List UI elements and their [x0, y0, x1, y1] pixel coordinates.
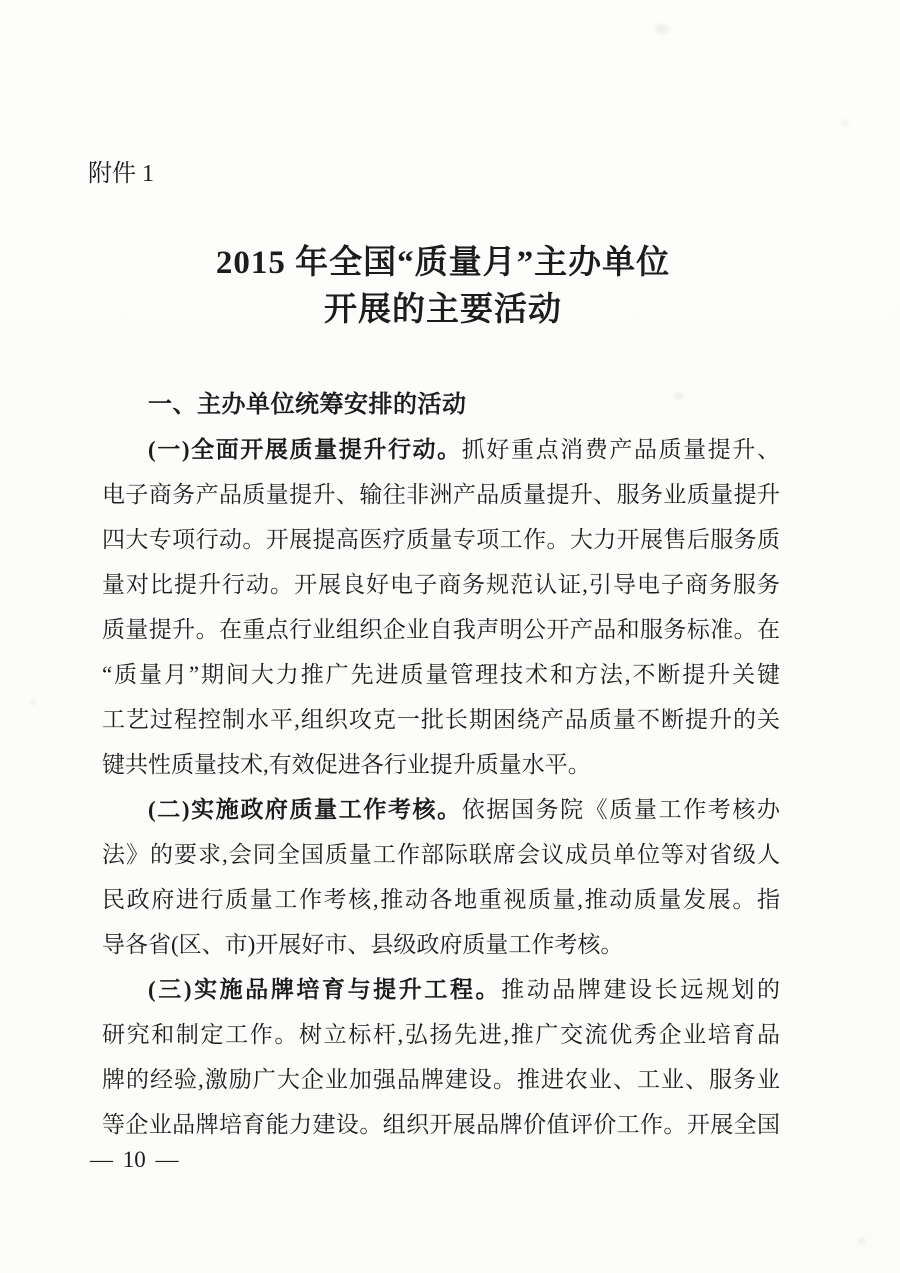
paragraph-text: 电子商务产品质量提升、输往非洲产品质量提升、服务业质量提升 [102, 482, 780, 507]
paragraph-text: 民政府进行质量工作考核,推动各地重视质量,推动质量发展。指 [102, 887, 780, 912]
text-line [102, 877, 780, 922]
attachment-label: 附件 1 [88, 161, 154, 187]
title-line-2: 开展的主要活动 [324, 292, 562, 328]
paragraph-text: 键共性质量技术,有效促进各行业提升质量水平。 [102, 752, 591, 777]
scan-artifact [655, 24, 669, 34]
scan-artifact [858, 1238, 865, 1244]
title-line-1: 2015 年全国“质量月”主办单位 [215, 245, 671, 281]
paragraph-text: 质量提升。在重点行业组织企业自我声明公开产品和服务标准。在 [102, 617, 780, 642]
paragraph-text: 法》的要求,会同全国质量工作部际联席会议成员单位等对省级人 [102, 842, 780, 867]
paragraph-text: 量对比提升行动。开展良好电子商务规范认证,引导电子商务服务 [102, 572, 780, 597]
text-line [102, 1012, 780, 1057]
paragraph-text: 推动品牌建设长远规划的 [501, 977, 780, 1002]
text-line [102, 472, 780, 517]
paragraph-text: 导各省(区、市)开展好市、县级政府质量工作考核。 [102, 932, 624, 957]
paragraph-lead: (三)实施品牌培育与提升工程。 [148, 977, 502, 1002]
document-body [102, 382, 780, 1147]
paragraph-text: 依据国务院《质量工作考核办 [461, 797, 780, 822]
page-number: — 10 — [90, 1147, 179, 1172]
document-title [0, 240, 886, 334]
paragraph-text: 工艺过程控制水平,组织攻克一批长期困绕产品质量不断提升的关 [102, 707, 780, 732]
text-line [102, 1057, 780, 1102]
text-line [102, 652, 780, 697]
text-line [102, 427, 780, 472]
text-line [102, 832, 780, 877]
section-heading: 一、主办单位统筹安排的活动 [148, 391, 467, 418]
text-line [102, 742, 780, 787]
paragraph-text: 抓好重点消费产品质量提升、 [461, 437, 780, 462]
text-line [102, 967, 780, 1012]
paragraph-text: 牌的经验,激励广大企业加强品牌建设。推进农业、工业、服务业 [102, 1067, 780, 1092]
paragraph-lead: (一)全面开展质量提升行动。 [148, 437, 462, 462]
text-line [102, 787, 780, 832]
paragraphs [102, 427, 780, 1147]
scan-artifact [30, 700, 35, 705]
paragraph-lead: (二)实施政府质量工作考核。 [148, 797, 462, 822]
text-line [102, 517, 780, 562]
text-line [102, 1102, 780, 1147]
paragraph-text: 等企业品牌培育能力建设。组织开展品牌价值评价工作。开展全国 [102, 1112, 780, 1137]
text-line [102, 562, 780, 607]
paragraph-text: “质量月”期间大力推广先进质量管理技术和方法,不断提升关键 [102, 662, 780, 687]
text-line [102, 697, 780, 742]
paragraph-text: 四大专项行动。开展提高医疗质量专项工作。大力开展售后服务质 [102, 527, 780, 552]
paragraph-text: 研究和制定工作。树立标杆,弘扬先进,推广交流优秀企业培育品 [102, 1022, 780, 1047]
text-line [102, 922, 780, 967]
text-line [102, 607, 780, 652]
scan-artifact [842, 120, 848, 126]
